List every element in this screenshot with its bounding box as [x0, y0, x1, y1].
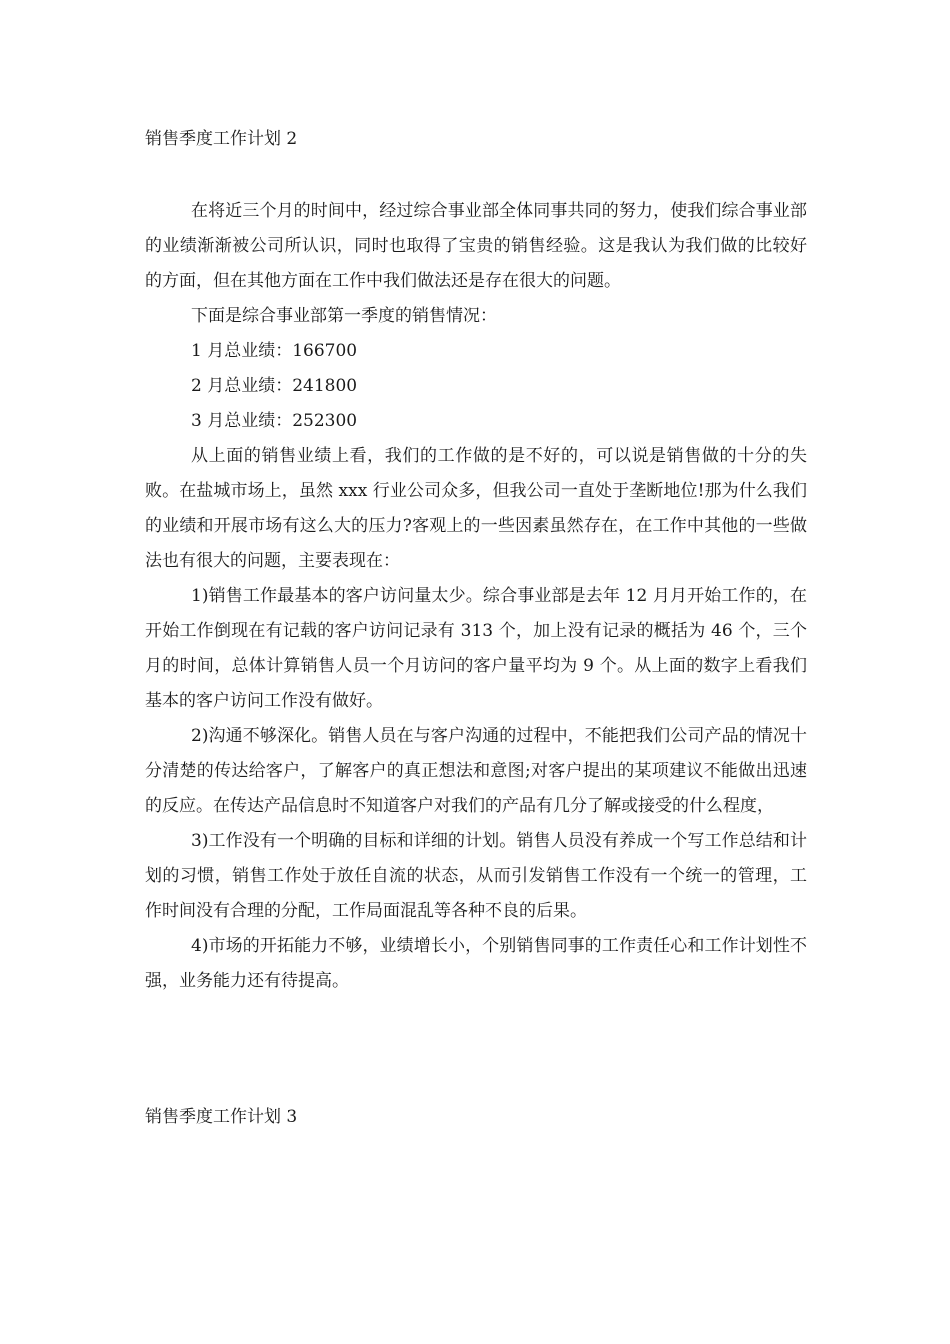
- next-section-heading: 销售季度工作计划 3: [145, 1107, 298, 1127]
- month-1-sales: 1 月总业绩：166700: [191, 341, 358, 361]
- document-body: [145, 194, 807, 999]
- section-heading: 销售季度工作计划 2: [145, 129, 298, 149]
- intro-paragraph: 在将近三个月的时间中，经过综合事业部全体同事共同的努力，使我们综合事业部的业绩渐渐被公司所认识，同时也取得了宝贵的销售经验。这是我认为我们做的比较好的方面，但在其他方面在工作中我们做法还是存在很大的问题。: [145, 201, 807, 291]
- issue-paragraph-4: 4)市场的开拓能力不够，业绩增长小，个别销售同事的工作责任心和工作计划性不强，业务能力还有待提高。: [145, 936, 807, 991]
- month-2-sales: 2 月总业绩：241800: [191, 376, 358, 396]
- analysis-paragraph: 从上面的销售业绩上看，我们的工作做的是不好的，可以说是销售做的十分的失败。在盐城市场上，虽然 xxx 行业公司众多，但我公司一直处于垄断地位!那为什么我们的业绩和开展市场有这么大的压力?客观上的一些因素虽然存在，在工作中其他的一些做法也有很大的问题，主要表现在：: [145, 446, 807, 571]
- issue-paragraph-3: 3)工作没有一个明确的目标和详细的计划。销售人员没有养成一个写工作总结和计划的习惯，销售工作处于放任自流的状态，从而引发销售工作没有一个统一的管理，工作时间没有合理的分配，工作局面混乱等各种不良的后果。: [145, 831, 807, 921]
- issue-paragraph-1: 1)销售工作最基本的客户访问量太少。综合事业部是去年 12 月月开始工作的，在开始工作倒现在有记载的客户访问记录有 313 个，加上没有记录的概括为 46 个，三个月的时间，总体计算销售人员一个月访问的客户量平均为 9 个。从上面的数字上看我们基本的客户访问工作没有做好。: [145, 586, 807, 711]
- sales-intro-line: 下面是综合事业部第一季度的销售情况：: [191, 306, 497, 326]
- issue-paragraph-2: 2)沟通不够深化。销售人员在与客户沟通的过程中，不能把我们公司产品的情况十分清楚的传达给客户，了解客户的真正想法和意图;对客户提出的某项建议不能做出迅速的反应。在传达产品信息时不知道客户对我们的产品有几分了解或接受的什么程度，: [145, 726, 807, 816]
- month-3-sales: 3 月总业绩：252300: [191, 411, 358, 431]
